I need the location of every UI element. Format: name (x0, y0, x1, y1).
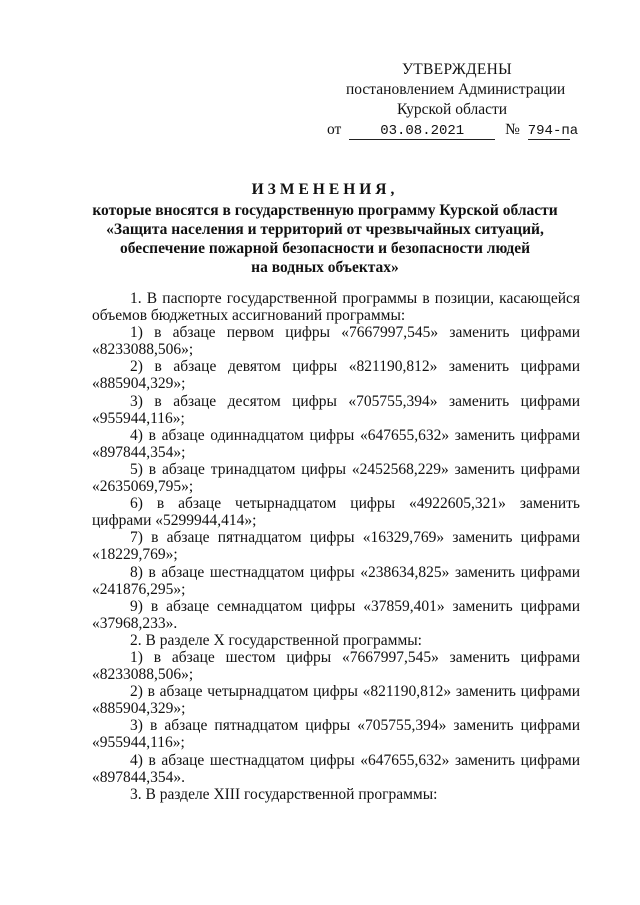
approval-stamp (320, 60, 590, 140)
approval-decree-line: постановлением Администрации (346, 81, 566, 98)
paragraph: 2) в абзаце четырнадцатом цифры «821190,812» заменить цифрами «885904,329»; (92, 683, 580, 718)
decree-number: 794-па (527, 123, 579, 139)
paragraph: 3) в абзаце пятнадцатом цифры «705755,394» заменить цифрами «955944,116»; (92, 717, 580, 752)
paragraph: 9) в абзаце семнадцатом цифры «37859,401» заменить цифрами «37968,233». (92, 597, 580, 632)
paragraph: 2) в абзаце девятом цифры «821190,812» заменить цифрами «885904,329»; (92, 358, 580, 393)
document-title (60, 180, 590, 277)
document-body (92, 290, 580, 803)
title-line: которые вносятся в государственную программу Курской области (92, 202, 558, 219)
title-line: обеспечение пожарной безопасности и безопасности людей (119, 240, 531, 257)
title-line: «Защита населения и территорий от чрезвычайных ситуаций, (106, 221, 544, 238)
title-line: на водных объектах» (251, 259, 399, 276)
paragraph: 1) в абзаце шестом цифры «7667997,545» заменить цифрами «8233088,506»; (92, 648, 580, 684)
paragraph: 4) в абзаце шестнадцатом цифры «647655,632» заменить цифрами «897844,354». (92, 751, 580, 786)
date-prefix: от (327, 121, 342, 138)
approval-title: УТВЕРЖДЕНЫ (402, 61, 512, 78)
paragraph: 1. В паспорте государственной программы в позиции, касающейся объемов бюджетных ассигнований программы: (92, 290, 580, 325)
paragraph: 7) в абзаце пятнадцатом цифры «16329,769» заменить цифрами «18229,769»; (92, 529, 580, 564)
decree-date: 03.08.2021 (349, 124, 495, 140)
paragraph: 6) в абзаце четырнадцатом цифры «4922605,321» заменить цифрами «5299944,414»; (92, 495, 580, 530)
title-heading: ИЗМЕНЕНИЯ, (251, 181, 399, 198)
paragraph: 5) в абзаце тринадцатом цифры «2452568,229» заменить цифрами «2635069,795»; (92, 460, 580, 496)
paragraph: 3. В разделе XIII государственной программы: (130, 785, 438, 803)
paragraph: 4) в абзаце одиннадцатом цифры «647655,632» заменить цифрами «897844,354»; (92, 426, 580, 461)
number-sign: № (505, 121, 520, 138)
paragraph: 2. В разделе X государственной программы: (130, 631, 422, 649)
paragraph: 3) в абзаце десятом цифры «705755,394» заменить цифрами «955944,116»; (92, 392, 580, 427)
approval-region-line: Курской области (397, 101, 508, 118)
paragraph: 8) в абзаце шестнадцатом цифры «238634,825» заменить цифрами «241876,295»; (92, 563, 580, 598)
approval-date-line (320, 120, 590, 140)
paragraph: 1) в абзаце первом цифры «7667997,545» заменить цифрами «8233088,506»; (92, 324, 580, 359)
